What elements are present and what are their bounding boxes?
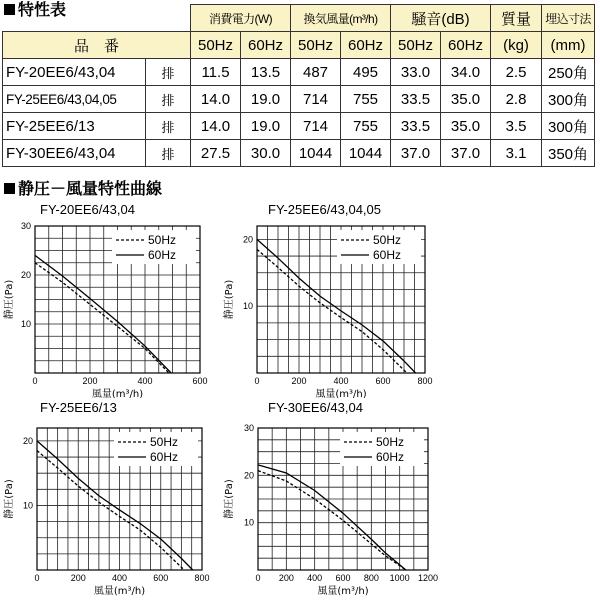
curve-section-title-text: 静圧－風量特性曲線	[18, 179, 163, 198]
x-axis-label: 風量(m³/h)	[91, 389, 144, 398]
header-air-60hz: 60Hz	[341, 32, 391, 59]
y-tick-label: 20	[20, 270, 31, 280]
power50-cell: 27.5	[191, 140, 241, 167]
header-duct: 埋込寸法	[542, 5, 595, 32]
chart-fy25-43	[220, 198, 520, 398]
duct-cell: 350角	[542, 140, 595, 167]
x-tick-label: 0	[254, 376, 260, 386]
x-tick-label: 0	[32, 376, 38, 386]
mode-cell: 排	[146, 140, 191, 167]
air60-cell: 755	[341, 86, 391, 113]
header-power: 消費電力(W)	[191, 5, 291, 32]
series-50hz-line	[35, 263, 169, 373]
x-axis-label: 風量(m³/h)	[315, 389, 367, 398]
table-row	[3, 59, 595, 86]
x-tick-label: 800	[417, 376, 433, 386]
legend-label: 60Hz	[148, 248, 177, 262]
x-tick-label: 200	[291, 376, 307, 386]
chart-title: FY-25EE6/43,04,05	[268, 202, 381, 217]
legend-label: 50Hz	[376, 435, 405, 449]
noise50-cell: 33.5	[391, 86, 441, 113]
noise60-cell: 34.0	[441, 59, 491, 86]
noise60-cell: 35.0	[441, 113, 491, 140]
model-cell: FY-25EE6/43,04,05	[3, 86, 146, 113]
y-tick-label: 10	[20, 319, 31, 329]
legend-label: 60Hz	[376, 450, 405, 464]
noise50-cell: 33.5	[391, 113, 441, 140]
y-tick-label: 10	[243, 517, 254, 528]
y-tick-label: 30	[243, 423, 254, 433]
chart-fy30	[220, 398, 520, 598]
header-noise-60hz: 60Hz	[441, 32, 491, 59]
x-tick-label: 400	[333, 376, 349, 386]
header-airflow: 換気風量(m³/h)	[291, 5, 391, 32]
power50-cell: 11.5	[191, 59, 241, 86]
series-50hz-line	[258, 471, 406, 570]
x-tick-label: 600	[335, 573, 351, 583]
x-tick-label: 200	[82, 376, 98, 386]
power60-cell: 30.0	[241, 140, 291, 167]
mode-cell: 排	[146, 59, 191, 86]
y-tick-label: 20	[242, 234, 253, 245]
weight-cell: 3.5	[491, 113, 542, 140]
spec-table	[2, 4, 595, 167]
header-power-50hz: 50Hz	[191, 32, 241, 59]
air60-cell: 495	[341, 59, 391, 86]
power60-cell: 19.0	[241, 86, 291, 113]
x-tick-label: 200	[278, 573, 294, 583]
y-tick-label: 30	[20, 221, 31, 231]
noise50-cell: 37.0	[391, 140, 441, 167]
x-tick-label: 1200	[417, 573, 439, 583]
air50-cell: 714	[291, 86, 341, 113]
weight-cell: 3.1	[491, 140, 542, 167]
table-row	[3, 86, 595, 113]
x-tick-label: 400	[307, 573, 323, 583]
header-air-50hz: 50Hz	[291, 32, 341, 59]
chart-title: FY-20EE6/43,04	[40, 202, 135, 217]
y-tick-label: 20	[243, 470, 254, 481]
y-axis-label: 静圧(Pa)	[4, 479, 15, 519]
y-axis-label: 静圧(Pa)	[224, 279, 235, 320]
air60-cell: 1044	[341, 140, 391, 167]
header-duct-unit: (mm)	[542, 32, 595, 59]
series-50hz-line	[37, 451, 184, 570]
header-weight-unit: (kg)	[491, 32, 542, 59]
power60-cell: 19.0	[241, 113, 291, 140]
legend-label: 50Hz	[148, 233, 177, 247]
header-blank-cell	[3, 5, 191, 32]
chart-title: FY-25EE6/13	[40, 400, 117, 415]
noise60-cell: 37.0	[441, 140, 491, 167]
spec-header-row-1	[3, 5, 595, 32]
power50-cell: 14.0	[191, 113, 241, 140]
square-bullet-icon	[4, 183, 15, 194]
model-cell: FY-25EE6/13	[3, 113, 146, 140]
series-50hz-line	[257, 249, 407, 373]
weight-cell: 2.8	[491, 86, 542, 113]
air50-cell: 487	[291, 59, 341, 86]
weight-cell: 2.5	[491, 59, 542, 86]
x-axis-label: 風量(m³/h)	[317, 586, 369, 597]
x-tick-label: 200	[70, 573, 86, 583]
legend-label: 50Hz	[150, 435, 179, 449]
header-noise-50hz: 50Hz	[391, 32, 441, 59]
air50-cell: 1044	[291, 140, 341, 167]
chart-svg	[220, 398, 520, 598]
power60-cell: 13.5	[241, 59, 291, 86]
x-tick-label: 800	[194, 573, 210, 583]
x-tick-label: 600	[375, 376, 391, 386]
duct-cell: 300角	[542, 113, 595, 140]
chart-svg	[220, 198, 520, 398]
table-row	[3, 140, 595, 167]
noise50-cell: 33.0	[391, 59, 441, 86]
x-tick-label: 0	[255, 573, 261, 583]
x-tick-label: 600	[192, 376, 208, 386]
model-cell: FY-20EE6/43,04	[3, 59, 146, 86]
header-power-60hz: 60Hz	[241, 32, 291, 59]
legend-label: 60Hz	[373, 248, 402, 262]
mode-cell: 排	[146, 113, 191, 140]
spec-header-row-2	[3, 32, 595, 59]
mode-cell: 排	[146, 86, 191, 113]
header-product: 品 番	[3, 32, 191, 59]
noise60-cell: 35.0	[441, 86, 491, 113]
x-tick-label: 400	[111, 573, 128, 583]
air60-cell: 755	[341, 113, 391, 140]
header-weight: 質量	[491, 5, 542, 32]
chart-title: FY-30EE6/43,04	[268, 400, 363, 415]
curve-section-title	[4, 180, 162, 198]
y-tick-label: 10	[22, 500, 33, 511]
x-axis-label: 風量(m³/h)	[93, 586, 146, 597]
duct-cell: 300角	[542, 86, 595, 113]
header-noise: 騒音(dB)	[391, 5, 491, 32]
x-tick-label: 800	[363, 573, 379, 583]
y-axis-label: 静圧(Pa)	[4, 279, 15, 320]
y-tick-label: 10	[242, 301, 253, 312]
air50-cell: 714	[291, 113, 341, 140]
y-axis-label: 静圧(Pa)	[224, 479, 235, 519]
legend-label: 60Hz	[150, 450, 179, 464]
x-tick-label: 0	[34, 573, 40, 583]
x-tick-label: 400	[137, 376, 153, 386]
y-tick-label: 20	[22, 435, 33, 446]
power50-cell: 14.0	[191, 86, 241, 113]
duct-cell: 250角	[542, 59, 595, 86]
spec-section-title-text: 特性表	[18, 0, 67, 19]
table-row	[3, 113, 595, 140]
model-cell: FY-30EE6/43,04	[3, 140, 146, 167]
legend-label: 50Hz	[373, 233, 402, 247]
x-tick-label: 1000	[389, 573, 410, 583]
x-tick-label: 600	[153, 573, 169, 583]
